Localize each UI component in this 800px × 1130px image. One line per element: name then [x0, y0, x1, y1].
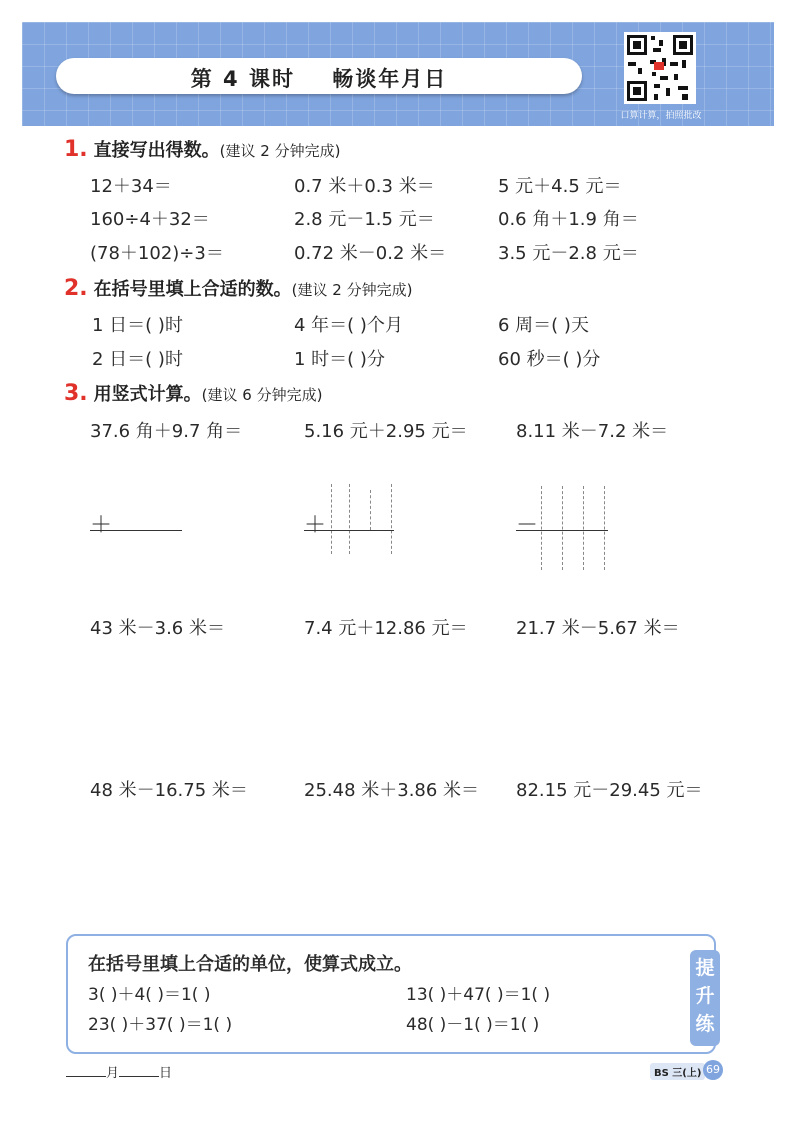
bonus-item: 48( )－1( )＝1( ) [406, 1015, 540, 1035]
grid-line [583, 486, 584, 570]
q2-item: 60 秒＝( )分 [498, 349, 601, 370]
q3-item: 21.7 米－5.67 米＝ [516, 618, 680, 639]
date-field[interactable]: 月 日 [66, 1062, 172, 1081]
title-bar [56, 58, 582, 94]
calc-line [304, 530, 394, 531]
q1-item: 0.72 米－0.2 米＝ [294, 243, 447, 264]
grid-line [391, 484, 392, 554]
q1-item: 160÷4＋32＝ [90, 209, 210, 230]
grid-line [541, 486, 542, 570]
q1-item: 2.8 元－1.5 元＝ [294, 209, 435, 230]
q3-item: 37.6 角＋9.7 角＝ [90, 421, 243, 442]
calc-line [90, 530, 182, 531]
q3-item: 5.16 元＋2.95 元＝ [304, 421, 468, 442]
page-number: 69 [703, 1060, 723, 1080]
q1-item: 12＋34＝ [90, 176, 172, 197]
qr-code [624, 32, 696, 104]
vertical-sign-plus: ＋ [90, 513, 113, 538]
q1-item: (78＋102)÷3＝ [90, 243, 224, 264]
grid-line [331, 484, 332, 554]
vertical-sign-minus: － [516, 513, 539, 538]
section-2-title: 2. 在括号里填上合适的数。(建议 2 分钟完成) [64, 276, 413, 301]
bonus-item: 13( )＋47( )＝1( ) [406, 985, 551, 1005]
q3-item: 25.48 米＋3.86 米＝ [304, 780, 480, 801]
level-tab: 提升练 [690, 950, 720, 1046]
bonus-item: 23( )＋37( )＝1( ) [88, 1015, 233, 1035]
q3-item: 48 米－16.75 米＝ [90, 780, 248, 801]
grid-line [370, 490, 371, 530]
q1-item: 5 元＋4.5 元＝ [498, 176, 622, 197]
q1-item: 0.6 角＋1.9 角＝ [498, 209, 639, 230]
page-title: 第 4 课时 畅谈年月日 [190, 67, 448, 91]
vertical-sign-plus: ＋ [304, 513, 327, 538]
q3-item: 82.15 元－29.45 元＝ [516, 780, 703, 801]
q2-item: 1 时＝( )分 [294, 349, 385, 370]
grid-line [562, 486, 563, 570]
q3-item: 7.4 元＋12.86 元＝ [304, 618, 468, 639]
calc-line [516, 530, 608, 531]
q1-item: 3.5 元－2.8 元＝ [498, 243, 639, 264]
q2-item: 6 周＝( )天 [498, 315, 589, 336]
q3-item: 43 米－3.6 米＝ [90, 618, 225, 639]
q3-item: 8.11 米－7.2 米＝ [516, 421, 669, 442]
q2-item: 1 日＝( )时 [92, 315, 183, 336]
bonus-item: 3( )＋4( )＝1( ) [88, 985, 211, 1005]
section-1-title: 1. 直接写出得数。(建议 2 分钟完成) [64, 137, 341, 162]
grid-line [604, 486, 605, 570]
q1-item: 0.7 米＋0.3 米＝ [294, 176, 435, 197]
grid-line [349, 484, 350, 554]
bonus-title: 在括号里填上合适的单位，使算式成立。 [88, 954, 412, 975]
edition-tag: BS 三(上) [650, 1063, 705, 1080]
qr-caption: 口算计算，拍照批改 [620, 111, 702, 121]
q2-item: 4 年＝( )个月 [294, 315, 403, 336]
q2-item: 2 日＝( )时 [92, 349, 183, 370]
section-3-title: 3. 用竖式计算。(建议 6 分钟完成) [64, 381, 323, 406]
